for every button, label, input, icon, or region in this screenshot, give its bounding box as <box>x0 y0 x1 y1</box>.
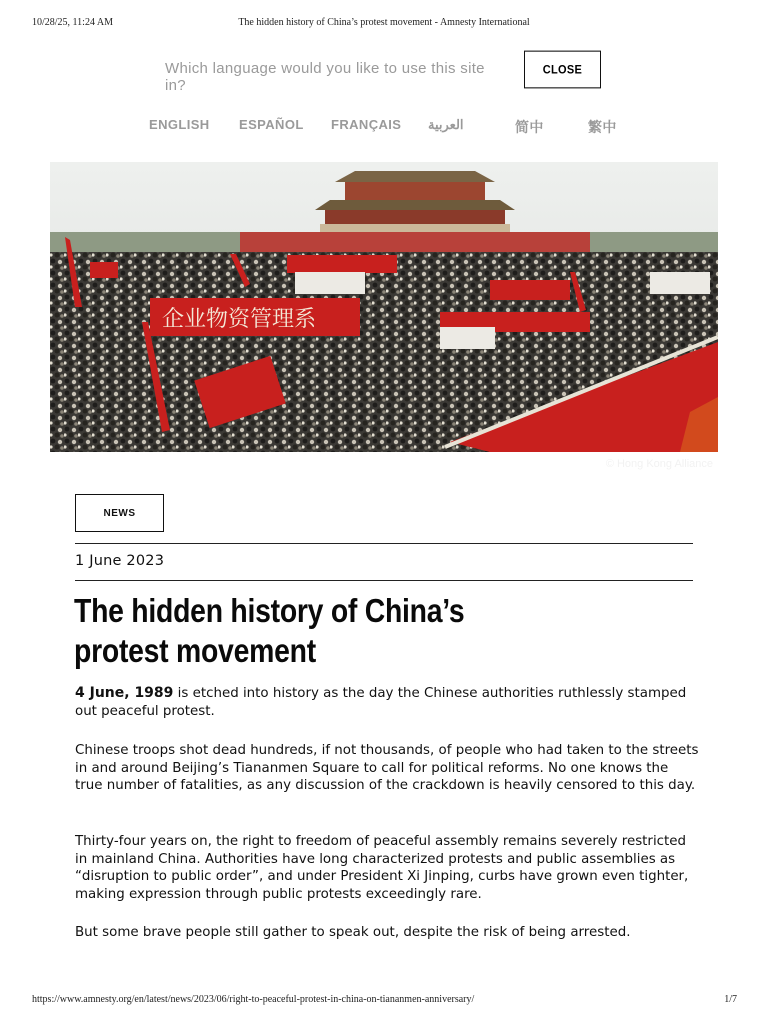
tiananmen-protest-photo <box>50 162 718 473</box>
language-prompt: Which language would you like to use this site in? <box>165 60 485 94</box>
print-page-number: 1/7 <box>724 994 737 1005</box>
close-language-banner-button[interactable]: CLOSE <box>524 51 601 89</box>
category-tag-news[interactable]: NEWS <box>75 494 164 532</box>
hero-image <box>50 162 718 473</box>
language-option-french[interactable]: FRANÇAIS <box>331 117 402 132</box>
language-option-simplified-chinese[interactable]: 简中 <box>515 119 544 135</box>
divider-top <box>75 543 693 544</box>
print-document-title: The hidden history of China’s protest movement - Amnesty International <box>238 17 530 28</box>
language-option-english[interactable]: ENGLISH <box>149 117 210 132</box>
language-option-spanish[interactable]: ESPAÑOL <box>239 117 304 132</box>
print-datetime: 10/28/25, 11:24 AM <box>32 17 114 28</box>
article-lead-paragraph <box>75 685 700 720</box>
article-paragraph: Chinese troops shot dead hundreds, if not thousands, of people who had taken to the streets in and around Beijing’s Tiananmen Square to call for political reforms. No one knows the true number of fatalities, as any discussion of the crackdown is heavily censored to this day. <box>75 743 699 793</box>
article-paragraph: But some brave people still gather to speak out, despite the risk of being arrested. <box>75 925 631 940</box>
language-list <box>0 117 768 137</box>
language-option-arabic[interactable]: العربية <box>428 117 464 132</box>
svg-text:企业物资管理系: 企业物资管理系 <box>162 307 317 332</box>
print-header <box>0 17 768 31</box>
article-paragraph: Thirty-four years on, the right to freedom of peaceful assembly remains severely restricted in mainland China. Authorities have long characterized protests and public assemblies as “disruption to public order”, and under President Xi Jinping, curbs have grown even tighter, making expression through public protests exceedingly rare. <box>75 834 689 902</box>
article-date: 1 June 2023 <box>75 553 165 569</box>
image-credit: © Hong Kong Alliance <box>603 457 716 471</box>
article-headline: The hidden history of China’s protest movement <box>74 592 465 669</box>
language-option-traditional-chinese[interactable]: 繁中 <box>588 119 617 135</box>
print-footer <box>0 994 768 1008</box>
print-page-url: https://www.amnesty.org/en/latest/news/2023/06/right-to-peaceful-protest-in-china-on-tiananmen-anniversary/ <box>32 994 475 1005</box>
lead-date: 4 June, 1989 <box>75 685 174 701</box>
lead-text: is etched into history as the day the Chinese authorities ruthlessly stamped out peaceful protest. <box>75 686 687 719</box>
divider-bottom <box>75 580 693 581</box>
